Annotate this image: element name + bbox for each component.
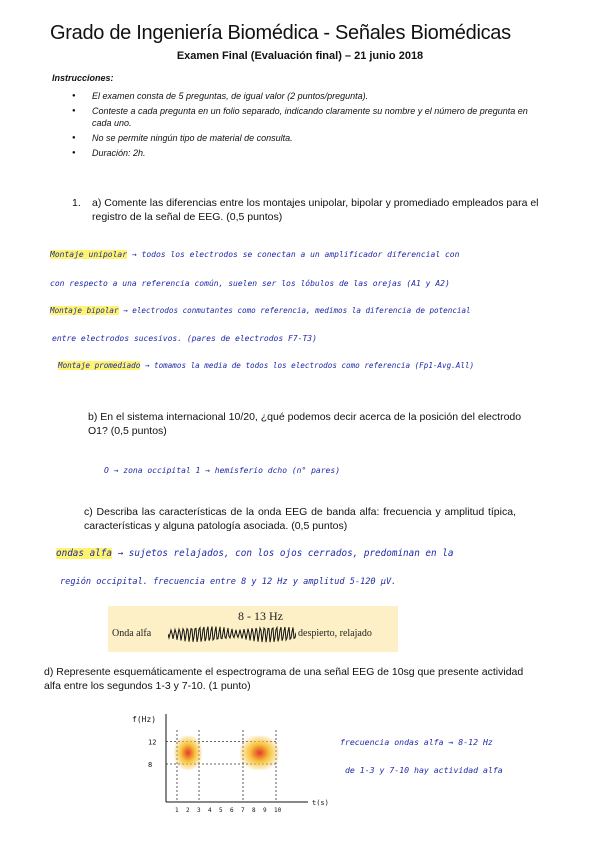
alpha-activity-blob bbox=[240, 736, 279, 770]
x-tick-label: 5 bbox=[219, 807, 223, 814]
x-tick-label: 1 bbox=[175, 807, 179, 814]
y-tick-label: 8 bbox=[148, 761, 153, 769]
question-1c-text: c) Describa las características de la onda EEG de banda alfa: frecuencia y amplitud típica, características y alguna patología asociada. (0,5 puntos) bbox=[84, 506, 516, 532]
alpha-right-label: despierto, relajado bbox=[298, 628, 372, 639]
x-tick-label: 2 bbox=[186, 807, 190, 814]
instructions-heading: Instrucciones: bbox=[52, 73, 114, 83]
answer-1d-line: frecuencia ondas alfa → 8-12 Hz bbox=[340, 737, 493, 747]
exam-subtitle: Examen Final (Evaluación final) – 21 junio 2018 bbox=[176, 50, 424, 62]
question-1d-text: d) Represente esquemáticamente el espectrograma de una señal EEG de 10sg que presente actividad alfa entre los segundos 1-3 y 7-10. (1 punto) bbox=[44, 666, 524, 692]
instruction-item: ● Conteste a cada pregunta en un folio separado, indicando claramente su nombre y el número de pregunta en cada uno. bbox=[72, 105, 542, 129]
answer-1a-line bbox=[50, 250, 459, 259]
x-axis-label: t(s) bbox=[312, 799, 329, 807]
answer-1a-line bbox=[52, 334, 317, 343]
answer-text: → sujetos relajados, con los ojos cerrados, predominan en la bbox=[111, 548, 454, 559]
answer-text: → tomamos la media de todos los electrodos como referencia (Fp1-Avg.All) bbox=[140, 361, 475, 370]
alpha-wave-trace bbox=[168, 622, 296, 646]
answer-key: Montaje promediado bbox=[58, 361, 141, 370]
spectrogram-sketch bbox=[128, 708, 338, 818]
x-tick-label: 4 bbox=[208, 807, 212, 814]
answer-1d-line: de 1-3 y 7-10 hay actividad alfa bbox=[345, 765, 503, 775]
x-tick-label: 10 bbox=[274, 807, 282, 814]
exam-title: Grado de Ingeniería Biomédica - Señales Biomédicas bbox=[50, 22, 511, 44]
alpha-activity-blob bbox=[174, 736, 202, 770]
question-1b-text: b) En el sistema internacional 10/20, ¿qué podemos decir acerca de la posición del electrodo O1? (0,5 puntos) bbox=[88, 411, 522, 437]
answer-1a-line bbox=[50, 279, 450, 288]
instructions-list bbox=[72, 90, 542, 162]
instruction-item: ● No se permite ningún tipo de material de consulta. bbox=[72, 132, 542, 144]
answer-1c-line bbox=[56, 548, 453, 559]
answer-1a-line bbox=[58, 361, 474, 370]
alpha-frequency-label: 8 - 13 Hz bbox=[238, 609, 283, 623]
alpha-wave-figure bbox=[108, 606, 398, 652]
alpha-left-label: Onda alfa bbox=[112, 628, 152, 639]
x-tick-label: 7 bbox=[241, 807, 245, 814]
answer-key: ondas alfa bbox=[56, 548, 112, 559]
answer-text: con respecto a una referencia común, suelen ser los lóbulos de las orejas (A1 y A2) bbox=[50, 279, 450, 288]
answer-text: región occipital. frecuencia entre 8 y 12 Hz y amplitud 5-120 µV. bbox=[60, 577, 397, 587]
question-number: 1. bbox=[72, 197, 81, 209]
answer-text: → todos los electrodos se conectan a un amplificador diferencial con bbox=[127, 250, 460, 259]
answer-text: → electrodos conmutantes como referencia, medimos la diferencia de potencial bbox=[118, 306, 471, 315]
x-tick-label: 3 bbox=[197, 807, 201, 814]
answer-1a-line bbox=[50, 306, 471, 315]
answer-1b: O → zona occipital 1 → hemisferio dcho (n° pares) bbox=[104, 466, 341, 475]
y-tick-label: 12 bbox=[148, 738, 157, 747]
answer-text: entre electrodos sucesivos. (pares de electrodos F7-T3) bbox=[52, 334, 317, 343]
x-tick-label: 9 bbox=[263, 807, 267, 814]
instruction-item: ● El examen consta de 5 preguntas, de igual valor (2 puntos/pregunta). bbox=[72, 90, 542, 102]
y-axis-label: f(Hz) bbox=[132, 715, 157, 724]
x-tick-label: 8 bbox=[252, 807, 256, 814]
answer-key: Montaje bipolar bbox=[50, 306, 119, 315]
question-1a-text: a) Comente las diferencias entre los montajes unipolar, bipolar y promediado empleados para el registro de la señal de EEG. (0,5 puntos) bbox=[92, 197, 539, 223]
x-tick-label: 6 bbox=[230, 807, 234, 814]
instruction-item: ● Duración: 2h. bbox=[72, 147, 542, 159]
answer-key: Montaje unipolar bbox=[50, 250, 128, 259]
answer-1c-line bbox=[60, 577, 396, 587]
